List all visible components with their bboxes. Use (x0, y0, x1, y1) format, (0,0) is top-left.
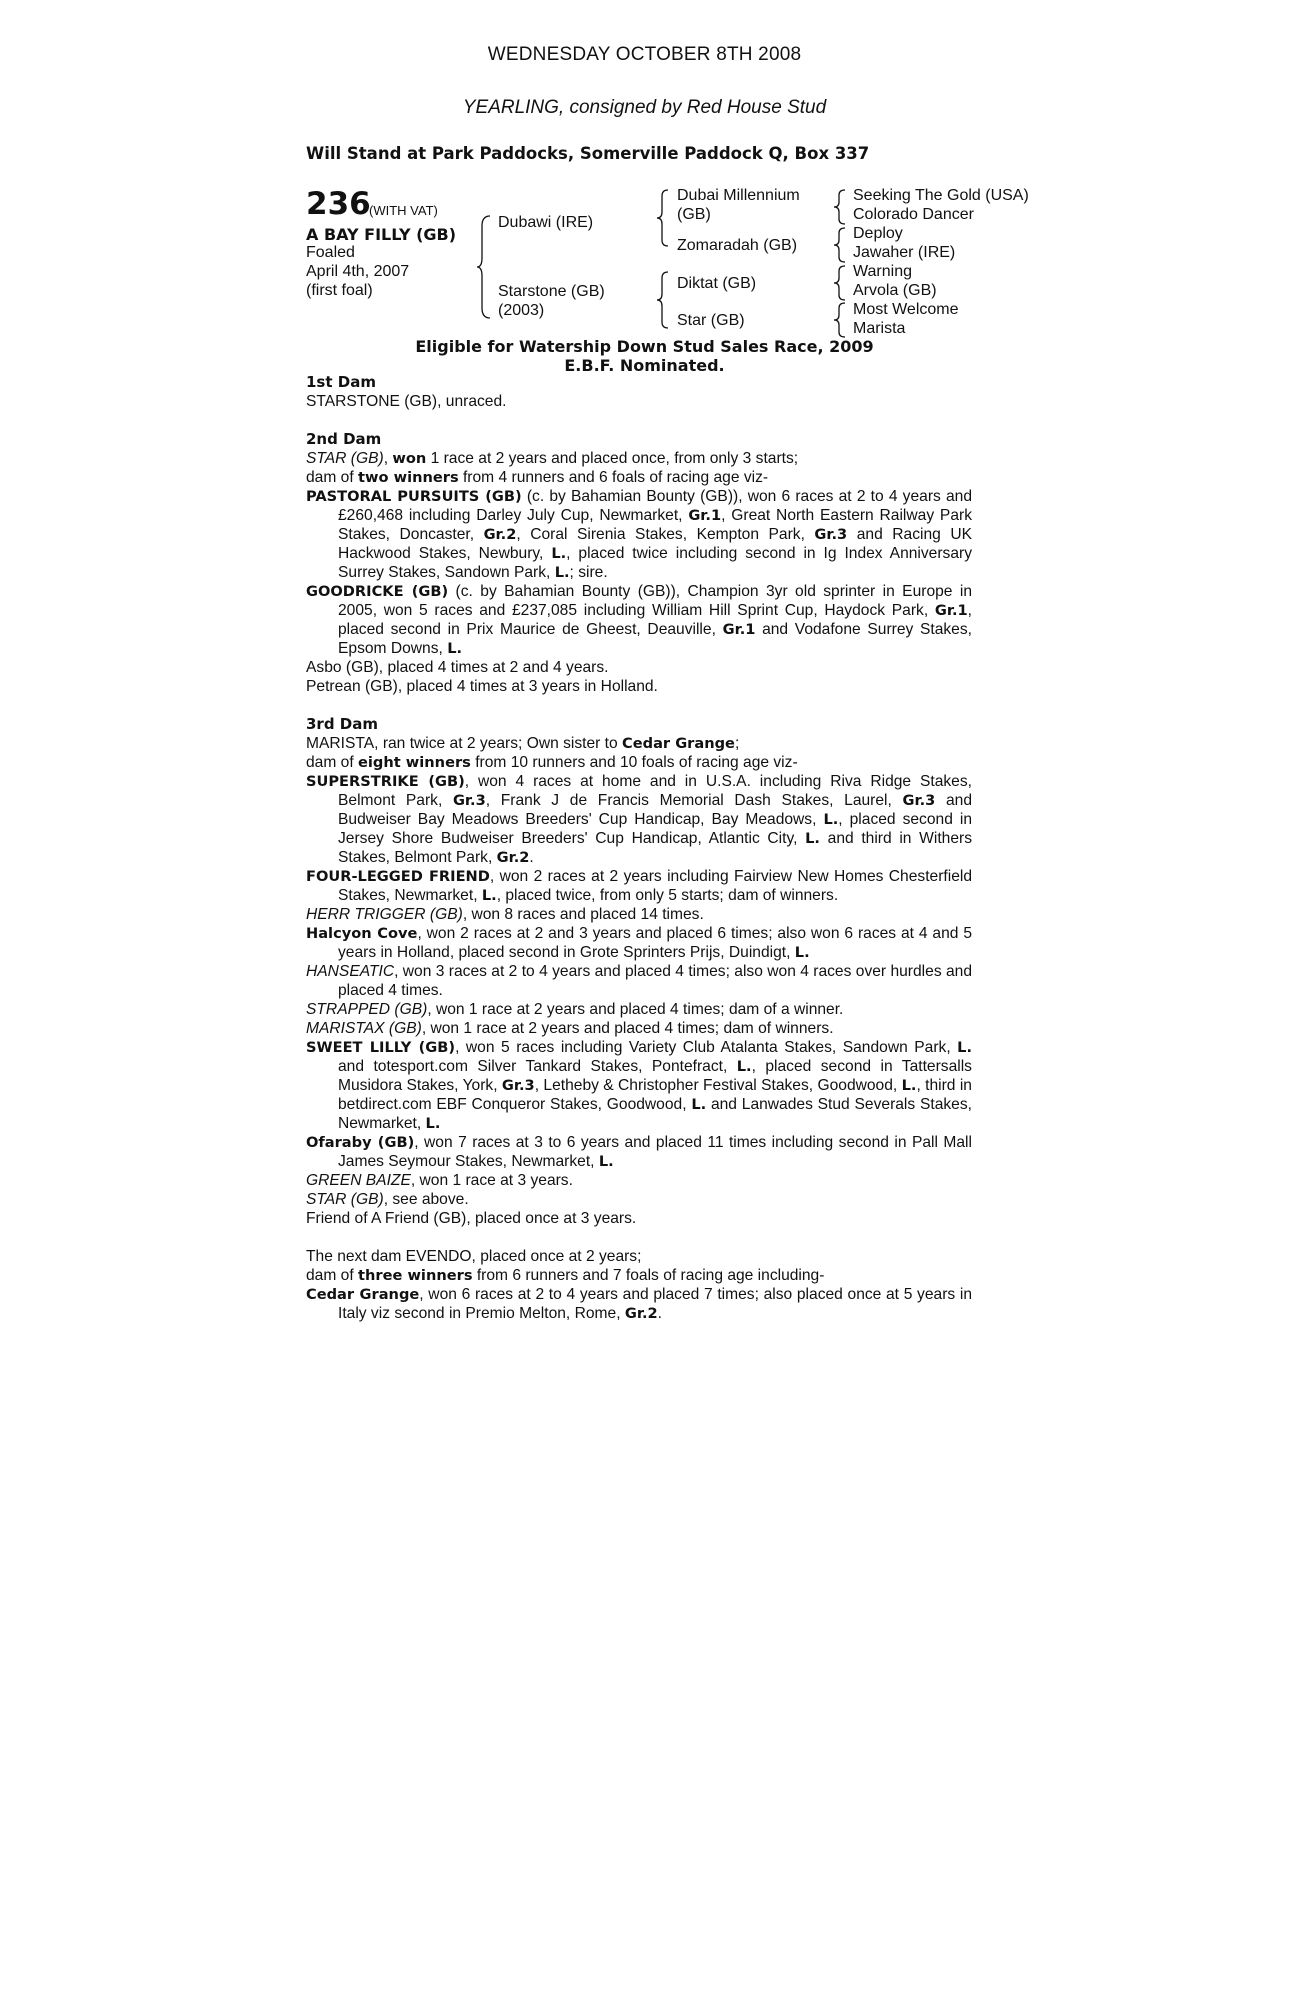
ancestor-sss: Seeking The Gold (USA) (853, 187, 1029, 204)
produce-entry-sweet-lilly: SWEET LILLY (GB), won 5 races including Variety Club Atalanta Stakes, Sandown Park, L. and totesport.com Silver Tankard Stakes, Pontefract, L., placed second in Tattersalls Musidora Stakes, York, Gr.3, Letheby & Christopher Festival Stakes, Goodwood, L., third in betdirect.com EBF Conqueror Stakes, Goodwood, L. and Lanwades Stud Severals Stakes, Newmarket, L. (306, 1039, 972, 1132)
produce-entry-goodricke: GOODRICKE (GB) (c. by Bahamian Bounty (GB)), Champion 3yr old sprinter in Europe in 2005, won 5 races and £237,085 including William Hill Sprint Cup, Haydock Park, Gr.1, placed second in Prix Maurice de Gheest, Deauville, Gr.1 and Vodafone Surrey Stakes, Epsom Downs, L. (306, 583, 972, 657)
ancestor-sds: Deploy (853, 225, 903, 242)
dam-year: (2003) (498, 302, 545, 319)
ancestor-ddd: Marista (853, 320, 906, 337)
produce-entry-petrean: Petrean (GB), placed 4 times at 3 years in Holland. (306, 678, 658, 695)
ancestor-dds: Most Welcome (853, 301, 959, 318)
second-dam-intro: STAR (GB), won 1 race at 2 years and placed once, from only 3 starts; (306, 450, 799, 467)
second-dam-heading: 2nd Dam (306, 430, 382, 448)
third-dam-intro: MARISTA, ran twice at 2 years; Own sister to Cedar Grange; (306, 735, 740, 752)
produce-entry-herr-trigger: HERR TRIGGER (GB), won 8 races and placed 14 times. (306, 906, 704, 923)
ancestor-dsd: Arvola (GB) (853, 282, 937, 299)
produce-entry-pastoral-pursuits: PASTORAL PURSUITS (GB) (c. by Bahamian Bounty (GB)), won 6 races at 2 to 4 years and £260,468 including Darley July Cup, Newmarket, Gr.1, Great North Eastern Railway Park Stakes, Doncaster, Gr.2, Coral Sirenia Stakes, Kempton Park, Gr.3 and Racing UK Hackwood Stakes, Newbury, L., placed twice including second in Ig Index Anniversary Surrey Stakes, Sandown Park, L.; sire. (306, 488, 972, 581)
first-foal-note: (first foal) (306, 282, 373, 299)
ancestor-dss: Warning (853, 263, 912, 280)
produce-entry-four-legged-friend: FOUR-LEGGED FRIEND, won 2 races at 2 years including Fairview New Homes Chesterfield Stakes, Newmarket, L., placed twice, from only 5 starts; dam of winners. (306, 868, 972, 904)
produce-entry-green-baize: GREEN BAIZE, won 1 race at 3 years. (306, 1172, 573, 1189)
won-bold: won (392, 450, 427, 467)
produce-entry-superstrike: SUPERSTRIKE (GB), won 4 races at home and in U.S.A. including Riva Ridge Stakes, Belmont Park, Gr.3, Frank J de Francis Memorial Dash Stakes, Laurel, Gr.3 and Budweiser Bay Meadows Breeders' Cup Handicap, Bay Meadows, L., placed second in Jersey Shore Budweiser Breeders' Cup Handicap, Atlantic City, L. and third in Withers Stakes, Belmont Park, Gr.2. (306, 773, 973, 866)
produce-entry-star: STAR (GB), see above. (306, 1191, 469, 1208)
produce-entry-asbo: Asbo (GB), placed 4 times at 2 and 4 years. (306, 659, 609, 676)
foaled-label: Foaled (306, 244, 355, 261)
produce-entry-halcyon-cove: Halcyon Cove, won 2 races at 2 and 3 years and placed 6 times; also won 6 races at 4 and 5 years in Holland, placed second in Grote Sprinters Prijs, Duindigt, L. (306, 925, 972, 961)
dam-sire-name: Diktat (GB) (677, 275, 757, 292)
sale-date: WEDNESDAY OCTOBER 8TH 2008 (487, 44, 802, 65)
pedigree-brace-dd (833, 301, 847, 339)
pedigree-brace-sire (656, 188, 670, 248)
dam-produce-record (306, 373, 972, 1323)
pedigree-brace-sd (833, 226, 847, 264)
ebf-nominated: E.B.F. Nominated. (564, 356, 725, 375)
pedigree-brace-ss (833, 188, 847, 226)
produce-entry-maristax: MARISTAX (GB), won 1 race at 2 years and placed 4 times; dam of winners. (306, 1020, 834, 1037)
vat-note: (WITH VAT) (369, 203, 438, 218)
sales-race-eligibility: Eligible for Watership Down Stud Sales Race, 2009 (415, 337, 874, 356)
ancestor-sdd: Jawaher (IRE) (853, 244, 956, 261)
produce-entry-strapped: STRAPPED (GB), won 1 race at 2 years and placed 4 times; dam of a winner. (306, 1001, 844, 1018)
consignment-title: YEARLING, consigned by Red House Stud (462, 97, 827, 118)
second-dam-name: STAR (GB) (306, 450, 384, 467)
sire-name: Dubawi (IRE) (498, 214, 594, 231)
third-dam-heading: 3rd Dam (306, 715, 378, 733)
produce-entry-ofaraby: Ofaraby (GB), won 7 races at 3 to 6 years and placed 11 times including second in Pall Mall James Seymour Stakes, Newmarket, L. (306, 1134, 972, 1170)
sire-dam-name: Zomaradah (GB) (677, 237, 798, 254)
next-dam-dam-of: dam of three winners from 6 runners and 7 foals of racing age including- (306, 1267, 825, 1284)
lot-number: 236 (306, 186, 371, 222)
sire-sire-country: (GB) (677, 206, 711, 223)
produce-entry-friend-of-a-friend: Friend of A Friend (GB), placed once at 3 years. (306, 1210, 637, 1227)
first-dam-text: STARSTONE (GB), unraced. (306, 393, 507, 410)
dam-name: Starstone (GB) (498, 283, 605, 300)
pedigree-brace-ds (833, 264, 847, 302)
sire-sire-name: Dubai Millennium (677, 187, 800, 204)
third-dam-dam-of: dam of eight winners from 10 runners and 10 foals of racing age viz- (306, 754, 798, 771)
pedigree-brace-gen1 (476, 214, 492, 320)
first-dam-heading: 1st Dam (306, 373, 376, 391)
pedigree-brace-dam (656, 270, 670, 330)
next-dam-intro: The next dam EVENDO, placed once at 2 years; (306, 1248, 642, 1265)
ancestor-ssd: Colorado Dancer (853, 206, 974, 223)
second-dam-dam-of: dam of two winners from 4 runners and 6 foals of racing age viz- (306, 469, 769, 486)
produce-entry-cedar-grange: Cedar Grange, won 6 races at 2 to 4 years and placed 7 times; also placed once at 5 years in Italy viz second in Premio Melton, Rome, Gr.2. (306, 1286, 972, 1322)
foaled-date: April 4th, 2007 (306, 263, 410, 280)
dam-dam-name: Star (GB) (677, 312, 745, 329)
stand-location: Will Stand at Park Paddocks, Somerville Paddock Q, Box 337 (306, 144, 870, 163)
produce-entry-hanseatic: HANSEATIC, won 3 races at 2 to 4 years and placed 4 times; also won 4 races over hurdles and placed 4 times. (306, 963, 972, 999)
horse-name: A BAY FILLY (GB) (306, 225, 457, 244)
